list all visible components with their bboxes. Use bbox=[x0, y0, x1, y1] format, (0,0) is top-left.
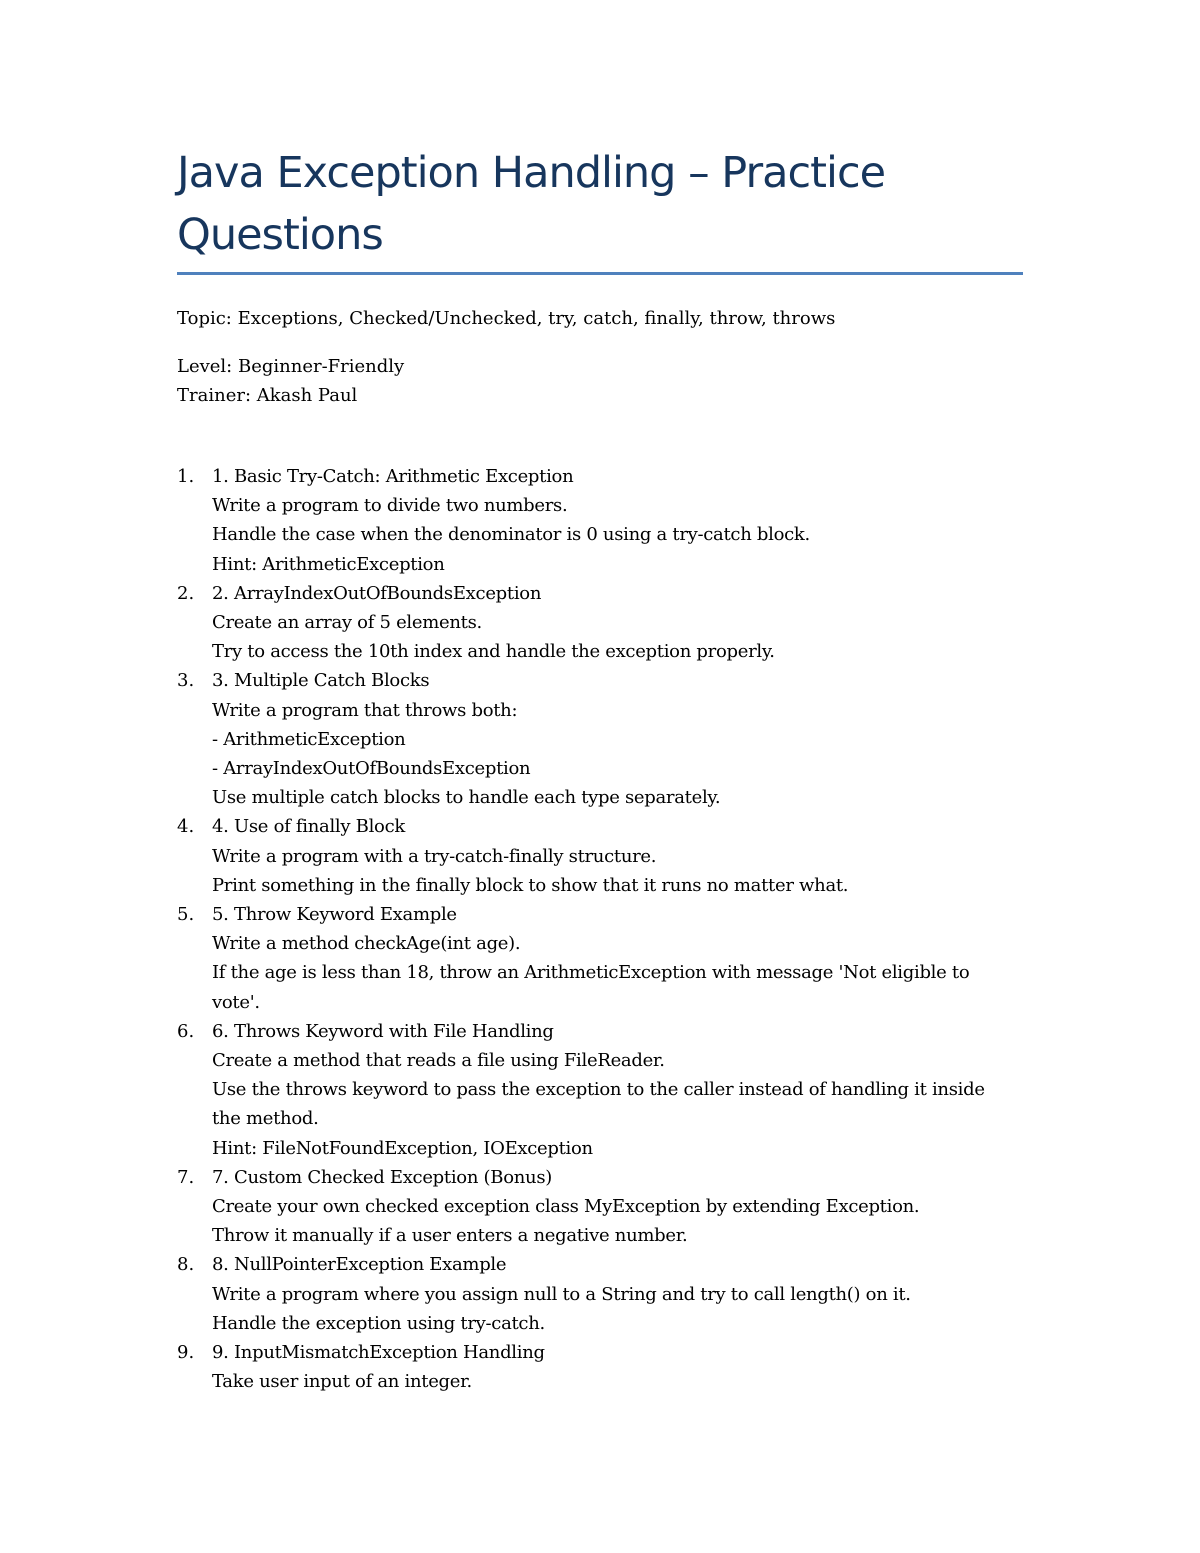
question-number: 5. bbox=[177, 904, 195, 926]
question-item bbox=[177, 900, 1023, 1017]
question-heading: 2. ArrayIndexOutOfBoundsException bbox=[212, 582, 542, 604]
question-item bbox=[177, 579, 1023, 667]
question-text-line: Use the throws keyword to pass the exception to the caller instead of handling it inside bbox=[212, 1079, 985, 1101]
question-text-line: Create an array of 5 elements. bbox=[212, 612, 482, 634]
question-heading: 9. InputMismatchException Handling bbox=[212, 1342, 545, 1364]
question-item bbox=[177, 1250, 1023, 1338]
title-underline bbox=[177, 272, 1023, 275]
question-number: 2. bbox=[177, 582, 195, 604]
question-item bbox=[177, 1338, 1023, 1396]
question-text-line: Write a program to divide two numbers. bbox=[212, 495, 568, 517]
question-item bbox=[177, 462, 1023, 579]
question-text-line: Use multiple catch blocks to handle each type separately. bbox=[212, 787, 721, 809]
document-title: Java Exception Handling – Practice Questions bbox=[177, 148, 886, 260]
question-text-line: - ArithmeticException bbox=[212, 728, 406, 750]
question-number: 9. bbox=[177, 1342, 195, 1364]
question-text-line: Print something in the finally block to show that it runs no matter what. bbox=[212, 874, 849, 896]
question-number: 8. bbox=[177, 1254, 195, 1276]
trainer-line: Trainer: Akash Paul bbox=[177, 385, 358, 406]
question-text-line: Write a program where you assign null to a String and try to call length() on it. bbox=[212, 1283, 911, 1305]
topic-line: Topic: Exceptions, Checked/Unchecked, try, catch, finally, throw, throws bbox=[177, 308, 836, 329]
question-heading: 1. Basic Try-Catch: Arithmetic Exception bbox=[212, 466, 574, 487]
question-heading: 5. Throw Keyword Example bbox=[212, 904, 457, 926]
question-number: 4. bbox=[177, 816, 195, 838]
question-text-line: If the age is less than 18, throw an ArithmeticException with message 'Not eligible to bbox=[212, 962, 970, 984]
question-heading: 4. Use of finally Block bbox=[212, 816, 405, 838]
question-text-line: Create your own checked exception class MyException by extending Exception. bbox=[212, 1196, 920, 1218]
question-text-line: Hint: ArithmeticException bbox=[212, 553, 445, 575]
question-item bbox=[177, 1017, 1023, 1163]
question-number: 7. bbox=[177, 1166, 195, 1188]
level-line: Level: Beginner-Friendly bbox=[177, 356, 405, 377]
question-text-line: the method. bbox=[212, 1108, 319, 1130]
question-heading: 3. Multiple Catch Blocks bbox=[212, 670, 430, 692]
question-heading: 8. NullPointerException Example bbox=[212, 1254, 507, 1276]
question-item bbox=[177, 812, 1023, 900]
question-text-line: Throw it manually if a user enters a negative number. bbox=[212, 1225, 688, 1247]
question-text-line: Try to access the 10th index and handle the exception properly. bbox=[212, 641, 775, 663]
questions-list bbox=[177, 462, 1023, 1397]
question-text-line: Write a method checkAge(int age). bbox=[212, 933, 521, 955]
question-item bbox=[177, 1163, 1023, 1251]
question-heading: 7. Custom Checked Exception (Bonus) bbox=[212, 1166, 552, 1188]
question-text-line: Hint: FileNotFoundException, IOException bbox=[212, 1137, 593, 1159]
question-text-line: vote'. bbox=[212, 991, 260, 1013]
question-text-line: - ArrayIndexOutOfBoundsException bbox=[212, 758, 531, 780]
question-item bbox=[177, 666, 1023, 812]
question-number: 6. bbox=[177, 1020, 195, 1042]
question-text-line: Handle the case when the denominator is 0 using a try-catch block. bbox=[212, 524, 810, 546]
question-number: 1. bbox=[177, 466, 195, 487]
question-heading: 6. Throws Keyword with File Handling bbox=[212, 1020, 554, 1042]
question-text-line: Handle the exception using try-catch. bbox=[212, 1312, 545, 1334]
question-number: 3. bbox=[177, 670, 195, 692]
question-text-line: Take user input of an integer. bbox=[212, 1371, 472, 1393]
question-text-line: Create a method that reads a file using FileReader. bbox=[212, 1050, 665, 1072]
question-text-line: Write a program with a try-catch-finally structure. bbox=[212, 845, 657, 867]
question-text-line: Write a program that throws both: bbox=[212, 699, 518, 721]
